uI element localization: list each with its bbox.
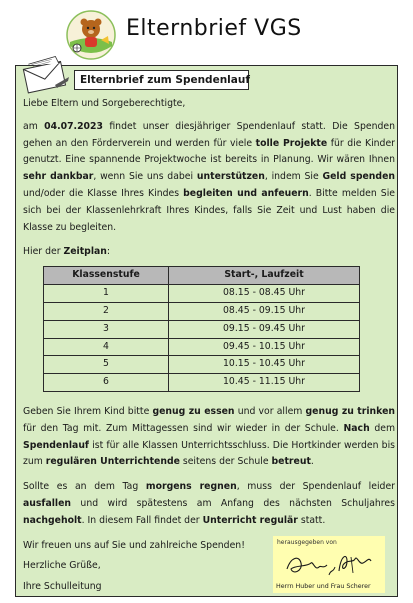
table-cell: 5 xyxy=(44,356,169,374)
closing-greeting: Herzliche Grüße, xyxy=(23,560,101,572)
table-row xyxy=(44,356,360,374)
handwritten-signature-icon xyxy=(281,549,377,581)
table-row xyxy=(44,302,360,320)
page-title: Elternbrief VGS xyxy=(126,16,302,41)
envelope-icon xyxy=(19,55,71,95)
table-cell: 08.45 - 09.15 Uhr xyxy=(169,302,360,320)
paragraph-intro: am 04.07.2023 findet unser diesjähriger Spendenlauf statt. Die Spenden gehen an den Förderverein und werden für viele tolle Projekte für die Kinder genutzt. Eine spannende Projektwoche ist bereits in Planung. Wir wären Ihnen sehr dankbar, wenn Sie uns dabei unterstützen, indem Sie Geld spenden und/oder die Klasse Ihres Kindes begleiten und anfeuern. Bitte melden Sie sich bei der Klassenlehrkraft Ihres Kindes, falls Sie Zeit und Lust haben die Klasse zu begleiten. xyxy=(23,120,395,233)
closing-sender: Ihre Schulleitung xyxy=(23,581,102,593)
letter-subtitle: Elternbrief zum Spendenlauf xyxy=(74,70,249,90)
table-row xyxy=(44,320,360,338)
table-cell: 6 xyxy=(44,374,169,392)
table-row xyxy=(44,374,360,392)
table-row xyxy=(44,285,360,303)
table-cell: 2 xyxy=(44,302,169,320)
table-cell: 10.15 - 10.45 Uhr xyxy=(169,356,360,374)
table-cell: 4 xyxy=(44,338,169,356)
table-row xyxy=(44,338,360,356)
schedule-table xyxy=(43,266,360,392)
column-header-laufzeit: Start-, Laufzeit xyxy=(169,267,360,285)
signature-box xyxy=(273,536,385,593)
table-cell: 3 xyxy=(44,320,169,338)
paragraph-rain: Sollte es an dem Tag morgens regnen, muss der Spendenlauf leider ausfallen und wird spätestens am Anfang des nächsten Schuljahres nachgeholt. In diesem Fall findet der Unterricht regulär statt. xyxy=(23,481,396,526)
school-logo-icon xyxy=(66,10,116,60)
signature-caption: herausgegeben von xyxy=(277,539,337,546)
table-cell: 08.15 - 08.45 Uhr xyxy=(169,285,360,303)
table-cell: 1 xyxy=(44,285,169,303)
table-cell: 09.15 - 09.45 Uhr xyxy=(169,320,360,338)
greeting: Liebe Eltern und Sorgeberechtigte, xyxy=(23,98,186,109)
schedule-intro: Hier der Zeitplan: xyxy=(23,246,111,258)
table-cell: 09.45 - 10.15 Uhr xyxy=(169,338,360,356)
column-header-klassenstufe: Klassenstufe xyxy=(44,267,169,285)
paragraph-food-hort: Geben Sie Ihrem Kind bitte genug zu essen und vor allem genug zu trinken für den Tag mit. Zum Mittagessen sind wir wieder in der Schule. Nach dem Spendenlauf ist für alle Klassen Unterrichtsschluss. Die Hortkinder werden bis zum regulären Unterrichtende seitens der Schule betreut. xyxy=(23,405,396,468)
letter-header xyxy=(0,0,413,62)
closing-line: Wir freuen uns auf Sie und zahlreiche Spenden! xyxy=(23,539,245,551)
table-cell: 10.45 - 11.15 Uhr xyxy=(169,374,360,392)
letter-body xyxy=(23,96,395,600)
signature-names: Herrn Huber und Frau Scherer xyxy=(276,583,371,590)
